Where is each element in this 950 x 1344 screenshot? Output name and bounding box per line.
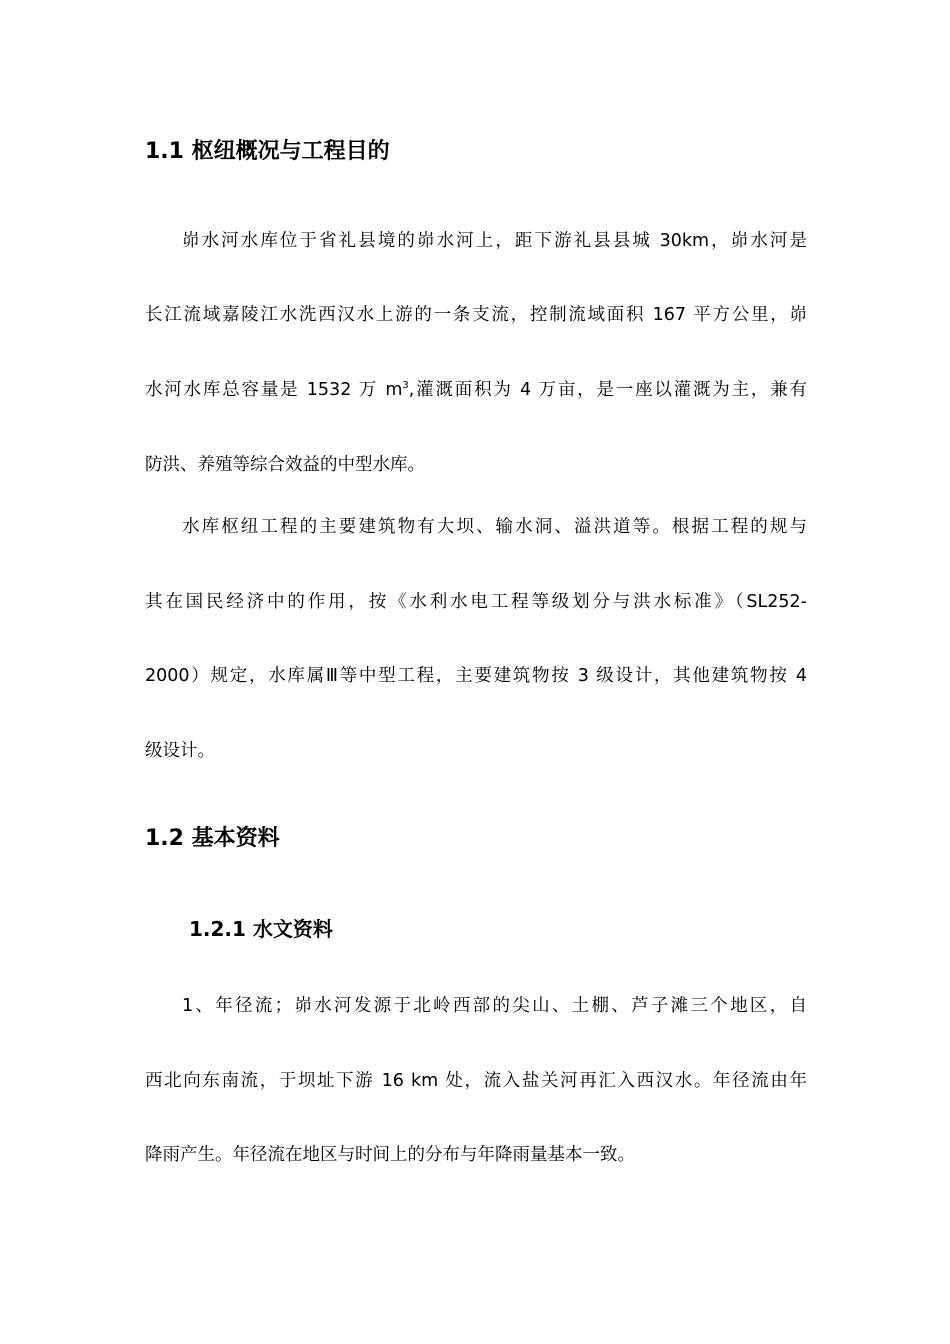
paragraph-1-line-1: 峁水河水库位于省礼县境的峁水河上，距下游礼县县城 30km，峁水河是 bbox=[182, 231, 807, 251]
paragraph-1-line-4: 防洪、养殖等综合效益的中型水库。 bbox=[145, 455, 425, 475]
paragraph-3-line-3: 降雨产生。年径流在地区与时间上的分布与年降雨量基本一致。 bbox=[145, 1145, 635, 1165]
paragraph-1-line-3 bbox=[145, 377, 807, 403]
paragraph-1-line-2: 长江流域嘉陵江水洗西汉水上游的一条支流，控制流域面积 167 平方公里，峁 bbox=[145, 305, 807, 325]
subsection-heading-1-2-1: 1.2.1 水文资料 bbox=[189, 917, 333, 941]
cubic-superscript: 3 bbox=[402, 380, 409, 391]
section-heading-1-1: 1.1 枢纽概况与工程目的 bbox=[145, 139, 390, 164]
paragraph-2-line-4: 级设计。 bbox=[145, 741, 215, 761]
paragraph-2-line-3: 2000）规定，水库属Ⅲ等中型工程，主要建筑物按 3 级设计，其他建筑物按 4 bbox=[145, 666, 807, 686]
section-heading-1-2: 1.2 基本资料 bbox=[145, 826, 280, 851]
paragraph-2-line-2: 其在国民经济中的作用，按《水利水电工程等级划分与洪水标准》（SL252- bbox=[145, 592, 807, 612]
paragraph-1-line-3-text-b: ,灌溉面积为 4 万亩，是一座以灌溉为主，兼有 bbox=[408, 380, 807, 400]
paragraph-3-line-1: 1、年径流；峁水河发源于北岭西部的尖山、土棚、芦子滩三个地区，自 bbox=[182, 996, 807, 1016]
paragraph-1-line-3-text-a: 水河水库总容量是 1532 万 m bbox=[145, 380, 403, 400]
paragraph-2-line-1: 水库枢纽工程的主要建筑物有大坝、输水洞、溢洪道等。根据工程的规与 bbox=[182, 517, 807, 537]
paragraph-3-line-2: 西北向东南流，于坝址下游 16 km 处，流入盐关河再汇入西汉水。年径流由年 bbox=[145, 1071, 807, 1091]
